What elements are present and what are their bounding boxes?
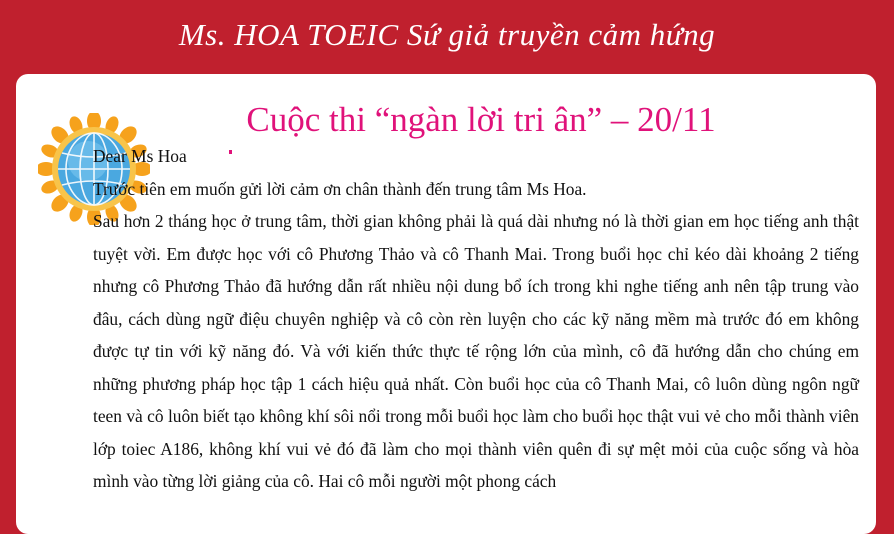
- content-card: [16, 74, 876, 534]
- letter-intro-line: Trước tiên em muốn gửi lời cảm ơn chân thành đến trung tâm Ms Hoa.: [93, 178, 587, 199]
- header-title: Ms. HOA TOEIC Sứ giả truyền cảm hứng: [178, 17, 716, 52]
- letter-greeting: Dear Ms Hoa: [93, 146, 187, 166]
- letter-body: [93, 140, 859, 498]
- letter-paragraph: Sau hơn 2 tháng học ở trung tâm, thời gian không phải là quá dài nhưng nó là thời gian em học tiếng anh thật tuyệt vời. Em được học với cô Phương Thảo và cô Thanh Mai. Trong buổi học chỉ kéo dài khoảng 2 tiếng nhưng cô Phương Thảo đã hướng dẫn rất nhiều nội dung bổ ích trong khi nghe tiếng anh nên tập trung vào đâu, cách dùng ngữ điệu chuyên nghiệp và cô còn rèn luyện cho các kỹ năng mềm mà trước đó em không được tự tin với kỹ năng đó. Và với kiến thức thực tế rộng lớn của mình, cô đã hướng dẫn cho chúng em những phương pháp học tập 1 cách hiệu quả nhất. Còn buổi học của cô Thanh Mai, cô luôn dùng ngôn ngữ teen và cô luôn biết tạo không khí sôi nổi trong mỗi buổi học làm cho buổi học thật vui vẻ cho mỗi thành viên lớp toiec A186, không khí vui vẻ đó đã làm cho mọi thành viên quên đi sự mệt mỏi của cuộc sống và hòa mình vào từng lời giảng của cô. Hai cô mỗi người một phong cách: [93, 211, 859, 491]
- contest-title: Cuộc thi “ngàn lời tri ân” – 20/11: [246, 100, 716, 139]
- header-banner: [0, 0, 894, 72]
